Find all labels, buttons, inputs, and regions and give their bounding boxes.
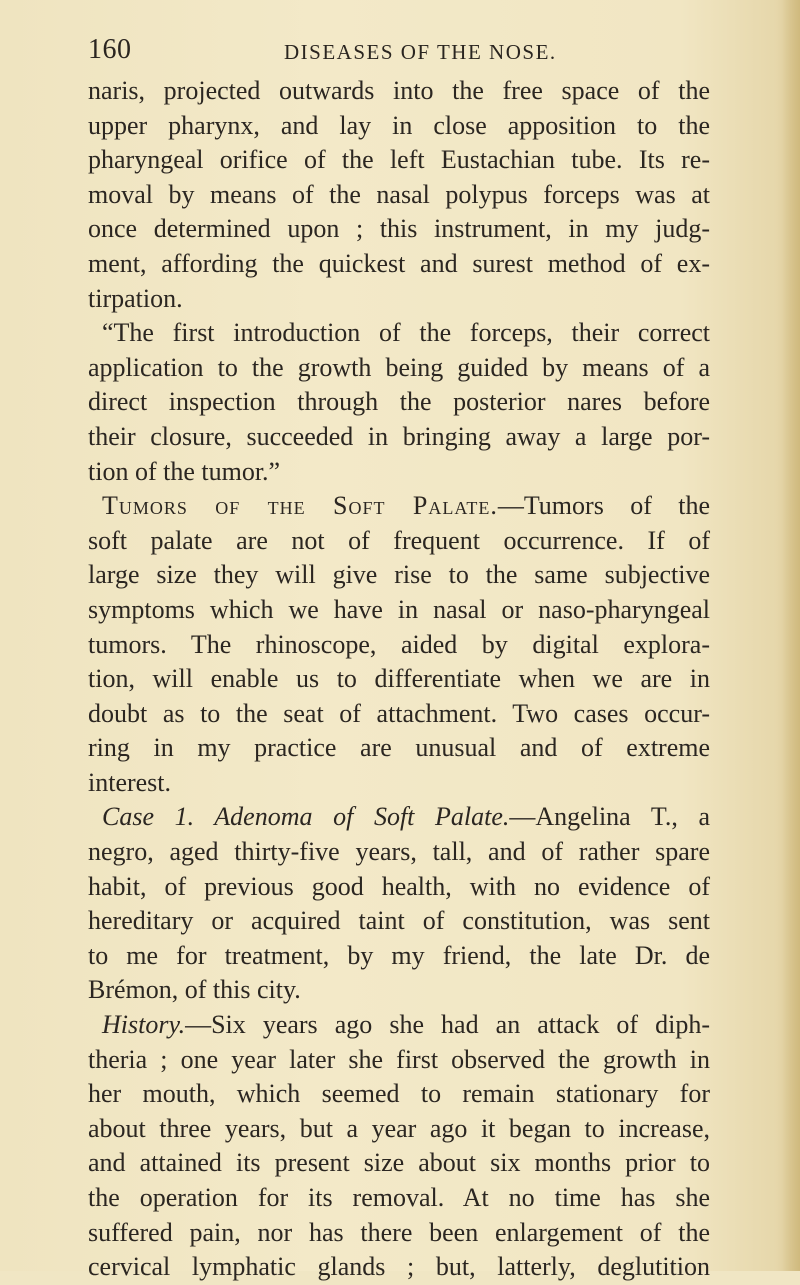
text-line: about three years, but a year ago it began to increase,: [88, 1113, 710, 1143]
text-line: direct inspection through the posterior nares before: [88, 387, 710, 417]
text-line: tion, will enable us to differentiate when we are in: [88, 664, 710, 694]
text-line: their closure, succeeded in bringing away a large por-: [88, 421, 710, 451]
text-line: habit, of previous good health, with no evidence of: [88, 871, 710, 901]
text-line: hereditary or acquired taint of constitution, was sent: [88, 906, 710, 936]
page-number: 160: [88, 34, 132, 65]
text-line: tion of the tumor.”: [88, 456, 281, 486]
text-line: large size they will give rise to the same subjective: [88, 560, 710, 590]
text-run: —Tumors of the: [497, 491, 710, 521]
text-line: interest.: [88, 767, 172, 797]
running-head: [88, 34, 710, 74]
history-heading-line: [88, 1008, 710, 1043]
text-line: ment, affording the quickest and surest method of ex-: [88, 248, 710, 278]
text-line: soft palate are not of frequent occurrence. If of: [88, 525, 710, 555]
text-line: suffered pain, nor has there been enlargement of the: [88, 1217, 710, 1247]
text-line: upper pharynx, and lay in close apposition to the: [88, 110, 710, 140]
text-line: symptoms which we have in nasal or naso-pharyngeal: [88, 594, 710, 624]
text-line: theria ; one year later she first observed the growth in: [88, 1044, 710, 1074]
text-line: the operation for its removal. At no time has she: [88, 1183, 710, 1212]
section-heading-line: [88, 489, 710, 524]
running-title: DISEASES OF THE NOSE.: [284, 40, 557, 64]
text-run: —Angelina T., a: [509, 802, 710, 832]
text-line: Brémon, of this city.: [88, 975, 301, 1005]
case-heading: Case 1. Adenoma of Soft Palate.: [102, 802, 510, 832]
text-line: cervical lymphatic glands ; but, latterly, deglutition: [88, 1252, 710, 1282]
section-heading: Tumors of the Soft Palate.: [102, 491, 498, 521]
text-line: pharyngeal orifice of the left Eustachian tube. Its re-: [88, 145, 710, 175]
text-line: to me for treatment, by my friend, the late Dr. de: [88, 940, 710, 970]
text-line: tumors. The rhinoscope, aided by digital explora-: [88, 629, 710, 659]
text-run: —Six years ago she had an attack of diph-: [185, 1010, 710, 1040]
text-line: moval by means of the nasal polypus forceps was at: [88, 179, 710, 209]
text-line: ring in my practice are unusual and of extreme: [88, 733, 710, 763]
text-line: and attained its present size about six months prior to: [88, 1148, 710, 1178]
text-line: application to the growth being guided by means of a: [88, 352, 710, 382]
body-text: [88, 74, 710, 1285]
text-line: “The first introduction of the forceps, their correct: [102, 318, 710, 348]
text-line: once determined upon ; this instrument, in my judg-: [88, 214, 710, 244]
text-line: naris, projected outwards into the free space of the: [88, 76, 710, 105]
history-heading: History.: [102, 1010, 186, 1040]
case-heading-line: [88, 800, 710, 835]
text-line: tirpation.: [88, 283, 183, 313]
text-line: negro, aged thirty-five years, tall, and of rather spare: [88, 837, 710, 867]
text-line: her mouth, which seemed to remain stationary for: [88, 1079, 710, 1109]
page-edge-shading: [782, 0, 800, 1271]
text-line: doubt as to the seat of attachment. Two cases occur-: [88, 698, 710, 728]
